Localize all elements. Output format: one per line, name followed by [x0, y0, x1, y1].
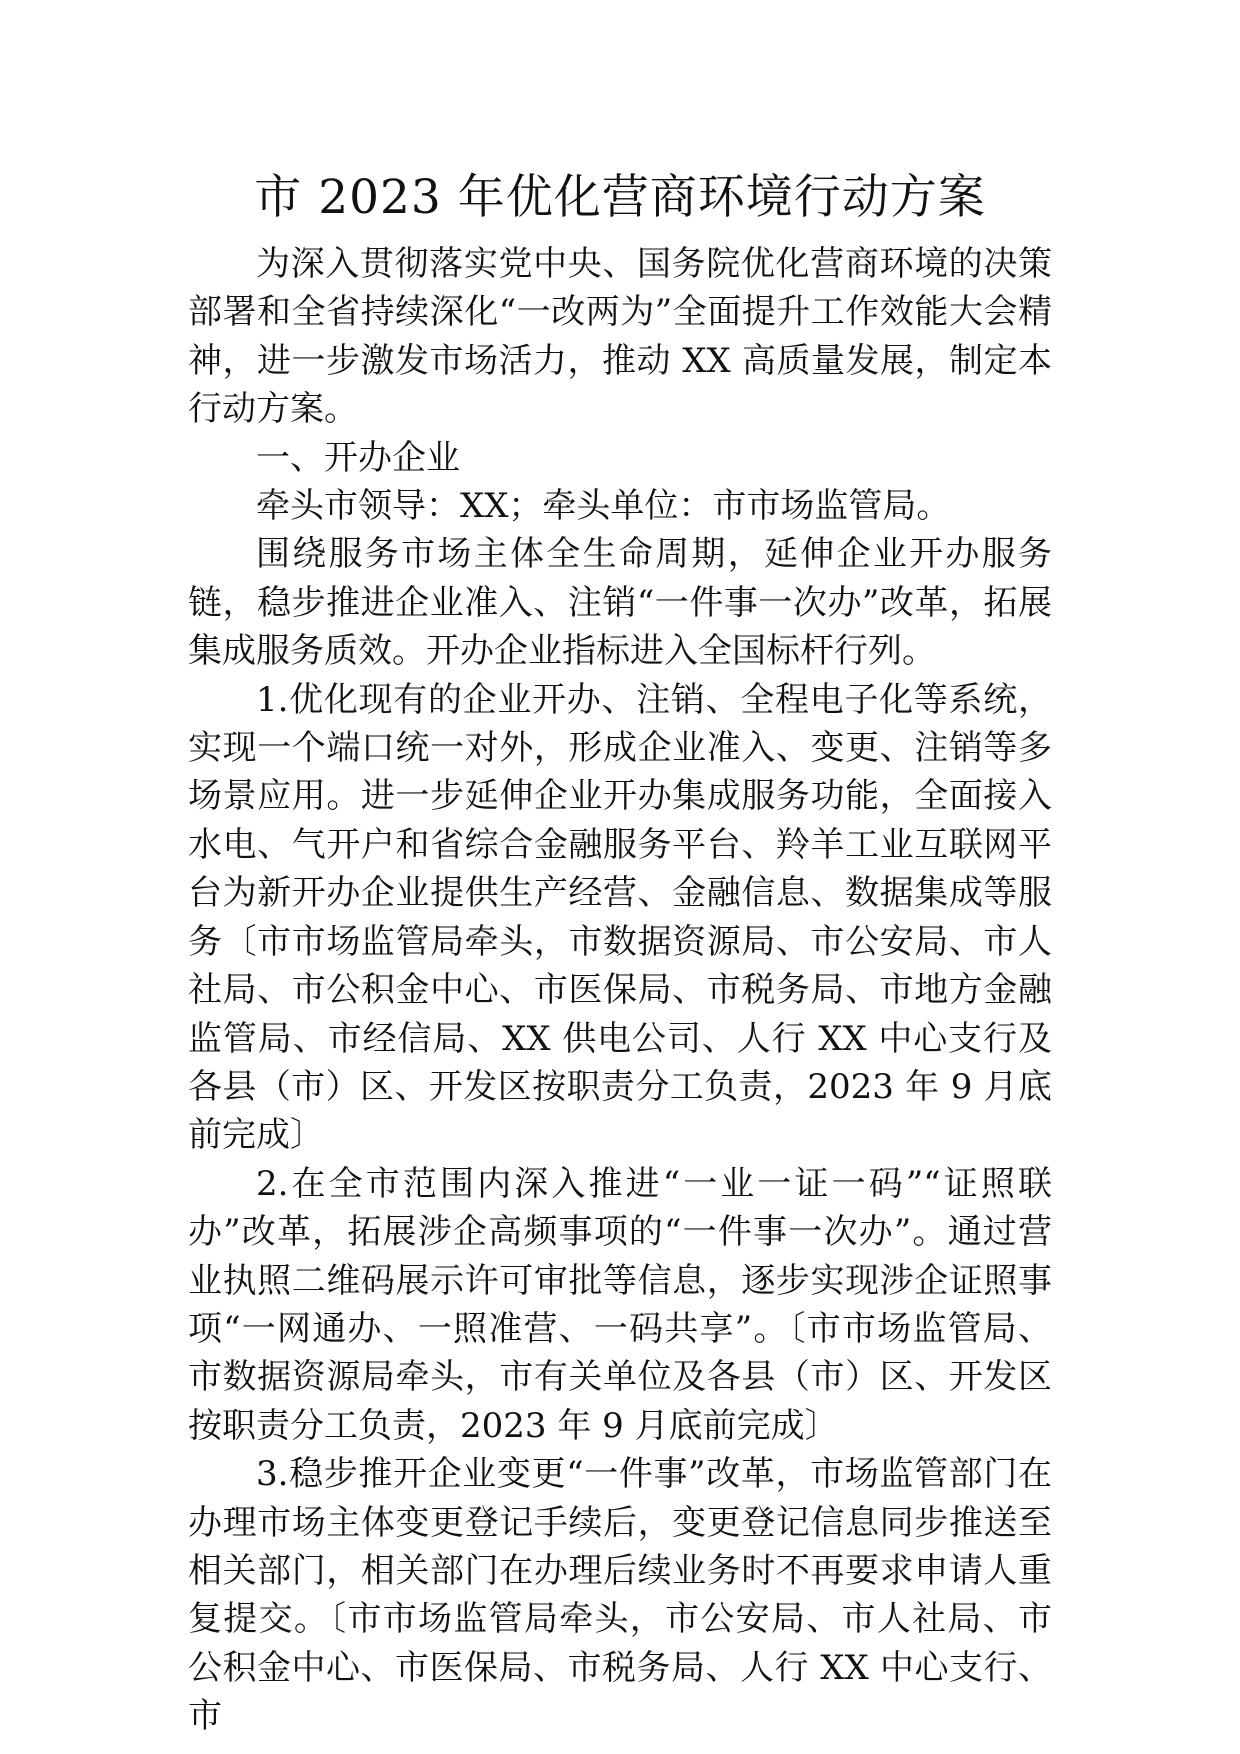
section-heading: 一、开办企业: [256, 437, 460, 478]
intro-paragraph: 为深入贯彻落实党中央、国务院优化营商环境的决策部署和全省持续深化“一改两为”全面提升工作效能大会精神，进一步激发市场活力，推动 XX 高质量发展，制定本行动方案。: [188, 244, 1052, 430]
document-title: 市 2023 年优化营商环境行动方案: [254, 170, 986, 225]
section-summary-paragraph: 围绕服务市场主体全生命周期，延伸企业开办服务链，稳步推进企业准入、注销“一件事一次办”改革，拓展集成服务质效。开办企业指标进入全国标杆行列。: [188, 534, 1052, 672]
item-paragraph-2: 2.在全市范围内深入推进“一业一证一码”“证照联办”改革，拓展涉企高频事项的“一件事一次办”。通过营业执照二维码展示许可审批等信息，逐步实现涉企证照事项“一网通办、一照准营、一码共享”。〔市市场监管局、市数据资源局牵头，市有关单位及各县（市）区、开发区按职责分工负责，2023 年 9 月底前完成〕: [188, 1163, 1052, 1446]
document-body: [188, 240, 1052, 1741]
item-paragraph-3: 3.稳步推开企业变更“一件事”改革，市场监管部门在办理市场主体变更登记手续后，变更登记信息同步推送至相关部门，相关部门在办理后续业务时不再要求申请人重复提交。〔市市场监管局牵头，市公安局、市人社局、市公积金中心、市医保局、市税务局、人行 XX 中心支行、市: [188, 1454, 1052, 1737]
lead-info-paragraph: 牵头市领导：XX；牵头单位：市市场监管局。: [256, 486, 951, 527]
item-paragraph-1: 1.优化现有的企业开办、注销、全程电子化等系统，实现一个端口统一对外，形成企业准入、变更、注销等多场景应用。进一步延伸企业开办集成服务功能，全面接入水电、气开户和省综合金融服务平台、羚羊工业互联网平台为新开办企业提供生产经营、金融信息、数据集成等服务〔市市场监管局牵头，市数据资源局、市公安局、市人社局、市公积金中心、市医保局、市税务局、市地方金融监管局、市经信局、XX 供电公司、人行 XX 中心支行及各县（市）区、开发区按职责分工负责，2023 年 9 月底前完成〕: [188, 679, 1052, 1156]
